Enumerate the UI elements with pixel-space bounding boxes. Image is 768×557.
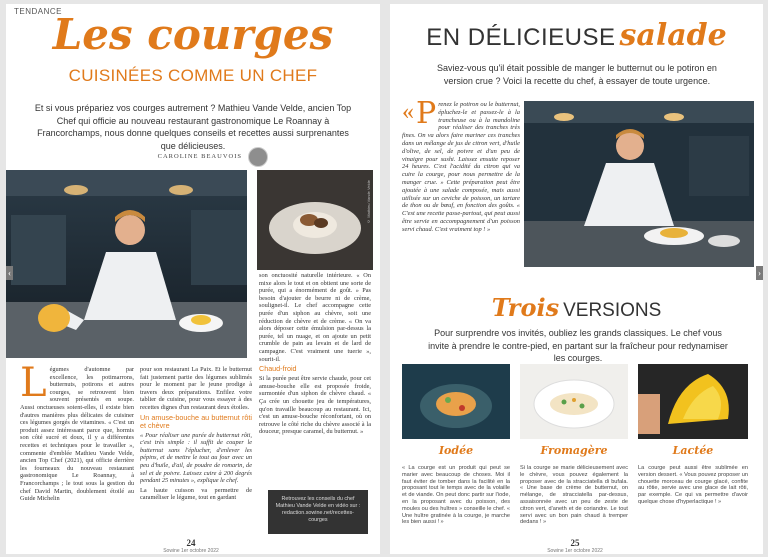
section-tag: TENDANCE bbox=[14, 7, 63, 16]
versions-title bbox=[390, 293, 763, 322]
version-iodee-title: Iodée bbox=[438, 444, 474, 457]
versions-lead: Pour surprendre vos invités, oubliez les grands classiques. Le chef vous invite à prendre le contre-pied, en partant sur la fraîcheur pour redynamiser les courges. bbox=[428, 328, 728, 363]
video-promo-box[interactable]: Retrouvez les conseils du chef Mathieu Vande Velde en vidéo sur : redaction.sowine.net/recettes-courges bbox=[268, 490, 368, 534]
salad-lead: Saviez-vous qu'il était possible de manger le butternut ou le potiron en version crue ? Voici la recette du chef, à essayer de toute urgence. bbox=[437, 63, 717, 86]
subheading-chaud-froid: Chaud-froid bbox=[259, 364, 297, 374]
column-1 bbox=[20, 366, 134, 538]
page-folio-left bbox=[156, 538, 226, 554]
page-folio-right bbox=[540, 538, 610, 554]
byline-author: CAROLINE BEAUVOIS bbox=[157, 153, 242, 160]
fromagere-photo bbox=[520, 364, 628, 439]
lead-paragraph: Et si vous prépariez vos courges autrement ? Mathieu Vande Velde, ancien Top Chef qui officie au nouveau restaurant gastronomique Le Roannay à Francorchamps, nous donne quelques conseils et recettes aussi surprenantes que délicieuses. bbox=[34, 103, 352, 151]
version-lactee-text: La courge peut aussi être sublimée en version dessert. « Vous pouvez proposer un chouette morceau de courge glacé, confite au rôtie, servie avec une glace de lait rôti, par exemple. Ce qui va permettre d'avoir quelque chose d'hyperlactique ! » bbox=[638, 465, 748, 505]
next-page-arrow[interactable]: › bbox=[758, 268, 761, 278]
versions-title-part1: Trois bbox=[491, 293, 560, 322]
subheading-amuse-bouche: Un amuse-bouche au butternut rôti et chèvre bbox=[140, 412, 252, 430]
salad-title-part1: EN DÉLICIEUSE bbox=[426, 24, 616, 51]
prev-page-arrow[interactable]: ‹ bbox=[8, 268, 11, 278]
salad-title-part2: salade bbox=[619, 18, 727, 53]
quote-text: renez le potiron ou le butternut, épluchez-le et passez-le à la trancheuse ou à la mandoline pour réaliser des tranches très fines. On va alors faire mariner ces tranches dans un mélange de jus de citron vert, d'huile d'olive, de sel, de poivre et d'un peu de vinaigre pour sushi. Laissez ensuite reposer 24 heures. C'est l'acidité du citron qui va cuire la courge, pour nous permettre de la manger crue. » Cette préparation peut être ajoutée à une salade composée, mais aussi utilisée sur un ceviche de poisson, un tartare de thon ou de bœuf, en fonction des goûts. « C'est une recette passe-partout, qui peut aussi être servie en accompagnement d'un poisson servi chaud. C'est vraiment top ! » bbox=[402, 101, 520, 233]
subtitle: CUISINÉES COMME UN CHEF bbox=[68, 66, 318, 85]
salad-recipe-quote bbox=[402, 101, 520, 294]
column-3-text-2: Si la purée peut être servie chaude, pour cet amuse-bouche elle est proposée froide, surmontée d'un siphon de chèvre chaud. « Ça crée un chouette jeu de températures, qu'on travaille beaucoup au restaurant. Ici, c'est un amuse-bouche réconfortant, où on retrouve le côté riche du chèvre associé à la douceur, presque caramel, du butternut. » bbox=[259, 375, 371, 436]
chef-plating-photo bbox=[524, 101, 754, 267]
quote-drop-cap: P bbox=[416, 101, 437, 131]
right-page bbox=[390, 4, 763, 554]
column-2-intro: pour son restaurant La Paix. Et le butternut fait justement partie des légumes sublimés pour le moment par le jeune prodige à travers deux préparations. Enfilez votre tablier de cuisine, pour vous essayer à des recettes dignes d'un restaurant deux étoiles. bbox=[140, 366, 252, 411]
iodee-photo bbox=[402, 364, 510, 439]
salad-title bbox=[390, 18, 763, 53]
column-2-text: La haute cuisson va permettre de caraméliser le légume, tout en gardant bbox=[140, 486, 252, 502]
page-number: 24 bbox=[186, 538, 196, 548]
chef-photo bbox=[6, 170, 247, 358]
folio-text: Sowine 1er octobre 2022 bbox=[163, 548, 219, 554]
page-number: 25 bbox=[570, 538, 580, 548]
amuse-bouche-photo bbox=[257, 170, 373, 270]
column-2 bbox=[140, 366, 252, 541]
version-fromagere-text: Si la courge se marie délicieusement avec le chèvre, vous pouvez également la proposer avec de la stracciatella di bufala. « Une base de crème de butternut, on mélange, de stracciatella par-dessus, assaisonnée avec un peu de zeste de citron vert, d'aneth et de coriandre. Le tout servi avec un bon pain chaud à tremper dedans ! » bbox=[520, 465, 628, 526]
folio-text: Sowine 1er octobre 2022 bbox=[547, 548, 603, 554]
column-3 bbox=[259, 272, 371, 485]
author-avatar bbox=[248, 147, 268, 167]
version-lactee-title: Lactée bbox=[672, 444, 714, 457]
version-fromagere-title: Fromagère bbox=[540, 444, 608, 457]
version-iodee-text: « La courge est un produit qui peut se marier avec beaucoup de choses. Moi il faut éviter de tomber dans la facilité en la proposant tout le temps avec de la volaille et de viande. On peut donc partir sur l'iode, en la proposant avec du poisson, des moules ou des huîtres » conseille le chef. « Une huître gratinée à la courge, je marche les bien aussi ! » bbox=[402, 465, 510, 526]
column-3-text: son onctuosité naturelle intérieure. « On mixe alors le tout et on obtient une sorte de purée, qui a énormément de goût. » Pas besoin d'ajouter de beurre ni de crème, soulignet-il. Le chef accompagne cette purée d'un siphon au chèvre, soit une réduction de chèvre et de crème. « On va alors déposer cette émulsion par-dessus la purée, tel un nuage, et on ajoute un petit crumble de pain au levain et de lard de campagne. C'est vraiment une tuerie », sourit-il. bbox=[259, 272, 371, 363]
column-1-text: égumes d'automne par excellence, les potimarrons, butternuts, potirons et autres courges, se retrouvent bien souvent présentés en soupe. Aussi onctueuses soient-elles, il existe bien d'autres manières plus délicates de cuisiner ces légumes gorgés de vitamines. « C'est un produit assez intéressant parce que, hormis son côté sucré et doux, il y a différentes recettes et techniques pour le travailler », commente d'emblée Mathieu Vande Velde, ancien Top Chef (2021), qui officie derrière les fourneaux du nouveau restaurant gastronomique Le Roannay, à Francorchamps ; le tout sous la gestion du chef David Martin, doublement étoilé au Guide Michelin bbox=[20, 366, 134, 503]
versions-title-part2: VERSIONS bbox=[563, 300, 662, 321]
lactee-photo bbox=[638, 364, 748, 439]
quote-mark: « bbox=[402, 101, 414, 125]
byline bbox=[6, 147, 380, 169]
column-2-quote: « Pour réaliser une purée de butternut rôti, c'est très simple : il suffit de couper le butternut sans l'éplucher, d'enlever les pépins, et de mettre le tout au four avec un peu d'huile, d'ail, de poudre de romarin, de sel et de poivre. Laissez cuire à 200 degrés pendant 25 minutes », explique le chef. bbox=[140, 431, 252, 485]
main-title: Les courges bbox=[52, 10, 334, 59]
drop-cap: L bbox=[20, 366, 47, 406]
left-page bbox=[6, 4, 380, 554]
photo-credit: © Mathieu Vande Velde bbox=[366, 180, 371, 224]
